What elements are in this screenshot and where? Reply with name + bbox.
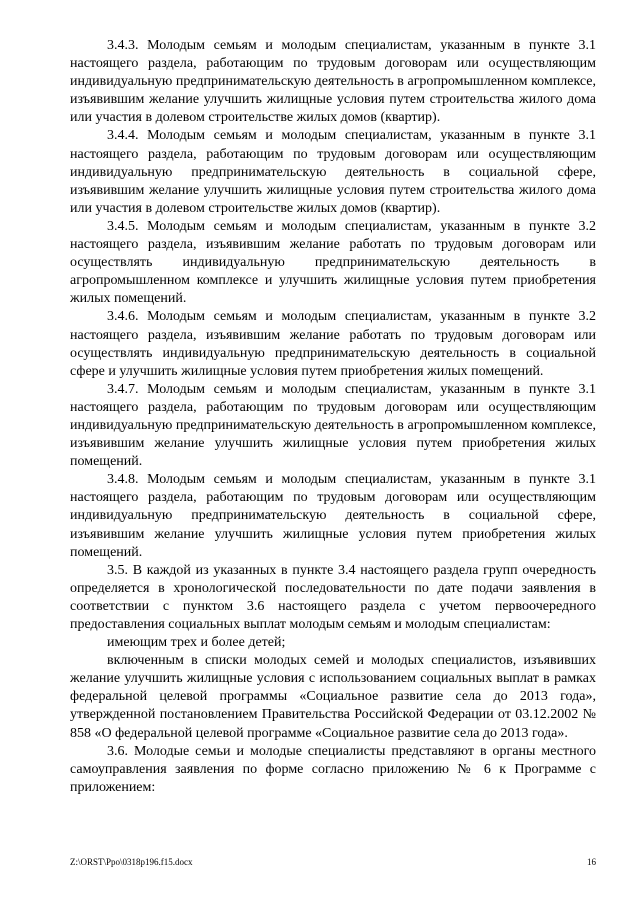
list-item-three-children: имеющим трех и более детей;: [107, 635, 286, 651]
paragraph-3-4-6: 3.4.6. Молодым семьям и молодым специалистам, указанным в пункте 3.2 настоящего раздела, изъявившим желание работать по трудовым договорам или осуществлять индивидуальную предпринимательскую деятельность в социальной сфере и улучшить жилищные условия путем приобретения жилых помещений.: [70, 309, 596, 379]
paragraph-3-4-4: 3.4.4. Молодым семьям и молодым специалистам, указанным в пункте 3.1 настоящего раздела, работающим по трудовым договорам или осуществляющим индивидуальную предпринимательскую деятельность в социальной сфере, изъявившим желание улучшить жилищные условия путем строительства жилого дома или участия в долевом строительстве жилых домов (квартир).: [70, 128, 596, 216]
document-body: [70, 37, 596, 797]
footer-page-number: 16: [587, 857, 596, 867]
footer-file-path: Z:\ORST\Ppo\0318p196.f15.docx: [70, 857, 193, 867]
paragraph-3-5: 3.5. В каждой из указанных в пункте 3.4 настоящего раздела групп очередность определяется в хронологической последовательности по дате подачи заявления в соответствии с пунктом 3.6 настоящего раздела с учетом первоочередного предоставления социальных выплат молодым семьям и молодым специалистам:: [70, 562, 596, 632]
paragraph-3-4-7: 3.4.7. Молодым семьям и молодым специалистам, указанным в пункте 3.1 настоящего раздела, работающим по трудовым договорам или осуществляющим индивидуальную предпринимательскую деятельность в агропромышленном комплексе, изъявившим желание улучшить жилищные условия путем приобретения жилых помещений.: [70, 381, 596, 470]
paragraph-3-4-5: 3.4.5. Молодым семьям и молодым специалистам, указанным в пункте 3.2 настоящего раздела, изъявившим желание работать по трудовым договорам или осуществлять индивидуальную предпринимательскую деятельность в агропромышленном комплексе и улучшить жилищные условия путем приобретения жилых помещений.: [70, 218, 596, 307]
paragraph-3-6: 3.6. Молодые семьи и молодые специалисты представляют в органы местного самоуправления заявления по форме согласно приложению № 6 к Программе с приложением:: [70, 743, 596, 795]
list-item-included-in-lists: включенным в списки молодых семей и молодых специалистов, изъявивших желание улучшить жилищные условия с использованием социальных выплат в рамках федеральной целевой программы «Социальное развитие села до 2013 года», утвержденной постановлением Правительства Российской Федерации от 03.12.2002 № 858 «О федеральной целевой программе «Социальное развитие села до 2013 года».: [70, 653, 596, 741]
paragraph-3-4-3: 3.4.3. Молодым семьям и молодым специалистам, указанным в пункте 3.1 настоящего раздела, работающим по трудовым договорам или осуществляющим индивидуальную предпринимательскую деятельность в агропромышленном комплексе, изъявившим желание улучшить жилищные условия путем строительства жилого дома или участия в долевом строительстве жилых домов (квартир).: [70, 38, 596, 126]
paragraph-3-4-8: 3.4.8. Молодым семьям и молодым специалистам, указанным в пункте 3.1 настоящего раздела, работающим по трудовым договорам или осуществляющим индивидуальную предпринимательскую деятельность в социальной сфере, изъявившим желание улучшить жилищные условия путем приобретения жилых помещений.: [70, 472, 596, 560]
